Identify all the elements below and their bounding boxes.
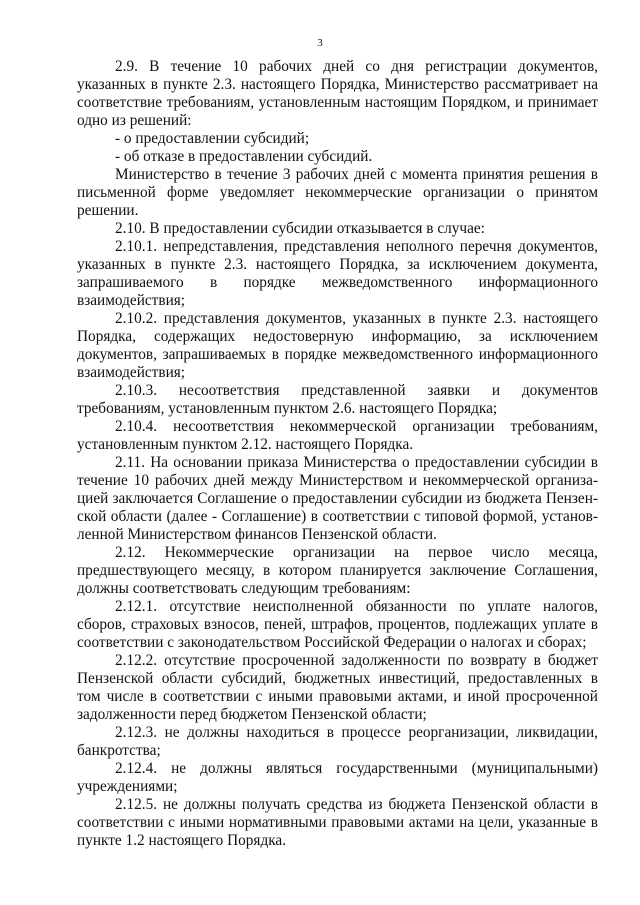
paragraph-2-12-5: 2.12.5. не должны получать средства из бюджета Пензенской области в соответствии с иными нормативными правовыми актами на цели, указанные в пункте 1.2 настоящего Порядка. [77,796,598,849]
paragraph-2-10-3: 2.10.3. несоответствия представленной заявки и документов требованиям, установленным пунктом 2.6. настоящего Порядка; [77,382,598,417]
paragraph-2-12-1: 2.12.1. отсутствие неисполненной обязанности по уплате налогов, сборов, страховых взносов, пеней, штрафов, процентов, подлежащих уплате в соответствии с законодательством Российской Федерации о налогах и сборах; [77,598,598,651]
paragraph-2-12: 2.12. Некоммерческие организации на первое число месяца, предшествующего месяцу, в котором планируется заключение Соглашения, должны соответствовать следующим требованиям: [77,544,598,597]
list-item-grant-subsidy: - о предоставлении субсидий; [115,130,310,147]
paragraph-2-10-1: 2.10.1. непредставления, представления неполного перечня документов, указанных в пункте 2.3. настоящего Порядка, за исключением документа, запрашиваемого в порядке межведомственного информационного взаимодействия; [77,238,598,309]
paragraph-2-10-4: 2.10.4. несоответствия некоммерческой организации требованиям, установленным пунктом 2.12. настоящего Порядка. [77,418,598,453]
list-item-refuse-subsidy: - об отказе в предоставлении субсидий. [115,148,373,165]
paragraph-2-10: 2.10. В предоставлении субсидии отказывается в случае: [115,220,485,237]
paragraph-2-9: 2.9. В течение 10 рабочих дней со дня регистрации документов, указанных в пункте 2.3. настоящего Порядка, Министерство рассматривает на соответствие требованиям, установленным настоящим Порядком, и принимает одно из решений: [77,58,598,129]
paragraph-ministry-notice: Министерство в течение 3 рабочих дней с момента принятия решения в письменной форме уведомляет некоммерческие организации о принятом решении. [77,166,598,219]
paragraph-2-12-3: 2.12.3. не должны находиться в процессе реорганизации, ликвидации, банкротства; [77,724,598,759]
paragraph-2-11: 2.11. На основании приказа Министерства о предоставлении субсидии в течение 10 рабочих дней между Министерством и некоммерческой организацией заключается Соглашение о предоставлении субсидии из бюджета Пензенской области (далее - Соглашение) в соответствии с типовой формой, установленной Министерством финансов Пензенской области. [77,454,598,543]
paragraph-2-12-4: 2.12.4. не должны являться государственными (муниципальными) учреждениями; [77,760,598,795]
paragraph-2-10-2: 2.10.2. представления документов, указанных в пункте 2.3. настоящего Порядка, содержащих недостоверную информацию, за исключением документов, запрашиваемых в порядке межведомственного информационного взаимодействия; [77,310,598,381]
page-number: 3 [317,37,323,49]
paragraph-2-12-2: 2.12.2. отсутствие просроченной задолженности по возврату в бюджет Пензенской области субсидий, бюджетных инвестиций, предоставленных в том числе в соответствии с иными правовыми актами, и иной просроченной задолженности перед бюджетом Пензенской области; [77,652,598,723]
document-body [77,58,598,850]
